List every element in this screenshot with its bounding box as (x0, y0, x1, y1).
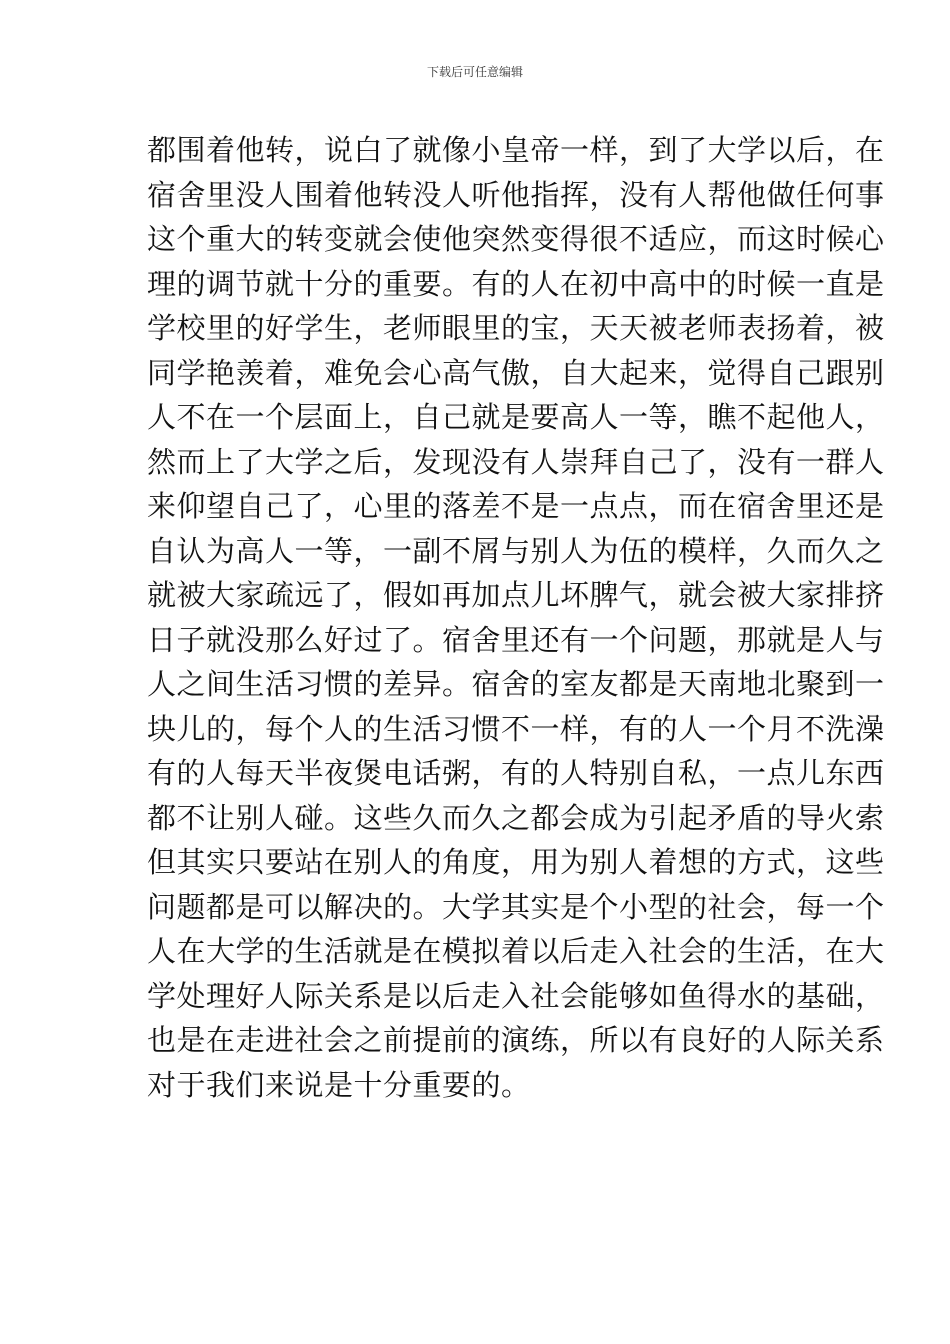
text-line: 人之间生活习惯的差异。宿舍的室友都是天南地北聚到一 (147, 667, 885, 701)
text-line: 但其实只要站在别人的角度，用为别人着想的方式，这些 (147, 845, 885, 879)
text-line: 块儿的，每个人的生活习惯不一样，有的人一个月不洗澡 (147, 711, 885, 746)
text-line: 理的调节就十分的重要。有的人在初中高中的时候一直是 (147, 266, 885, 301)
text-line: 问题都是可以解决的。大学其实是个小型的社会，每一个 (147, 889, 885, 924)
text-line: 人在大学的生活就是在模拟着以后走入社会的生活，在大 (147, 934, 885, 968)
text-line: 宿舍里没人围着他转没人听他指挥，没有人帮他做任何事 (147, 177, 885, 212)
text-line: 对于我们来说是十分重要的。 (147, 1067, 531, 1102)
text-line: 都不让别人碰。这些久而久之都会成为引起矛盾的导火索 (147, 800, 885, 835)
text-line: 有的人每天半夜煲电话粥，有的人特别自私，一点儿东西 (147, 756, 885, 790)
text-line: 自认为高人一等，一副不屑与别人为伍的模样，久而久之 (147, 533, 885, 568)
text-line: 同学艳羡着，难免会心高气傲，自大起来，觉得自己跟别 (147, 355, 885, 390)
text-line: 这个重大的转变就会使他突然变得很不适应，而这时候心 (147, 222, 885, 256)
text-line: 学处理好人际关系是以后走入社会能够如鱼得水的基础， (147, 978, 885, 1013)
text-line: 也是在走进社会之前提前的演练，所以有良好的人际关系 (147, 1023, 885, 1057)
page-header: 下载后可任意编辑 (426, 65, 523, 79)
text-line: 来仰望自己了，心里的落差不是一点点，而在宿舍里还是 (147, 489, 885, 523)
text-line: 然而上了大学之后，发现没有人崇拜自己了，没有一群人 (147, 444, 885, 479)
text-line: 就被大家疏远了，假如再加点儿坏脾气，就会被大家排挤 (147, 578, 885, 612)
text-line: 都围着他转，说白了就像小皇帝一样，到了大学以后，在 (147, 133, 885, 167)
text-line: 学校里的好学生，老师眼里的宝，天天被老师表扬着，被 (147, 311, 885, 345)
text-line: 日子就没那么好过了。宿舍里还有一个问题，那就是人与 (147, 622, 885, 657)
text-line: 人不在一个层面上，自己就是要高人一等，瞧不起他人， (147, 400, 885, 434)
body-paragraph (147, 128, 885, 1107)
